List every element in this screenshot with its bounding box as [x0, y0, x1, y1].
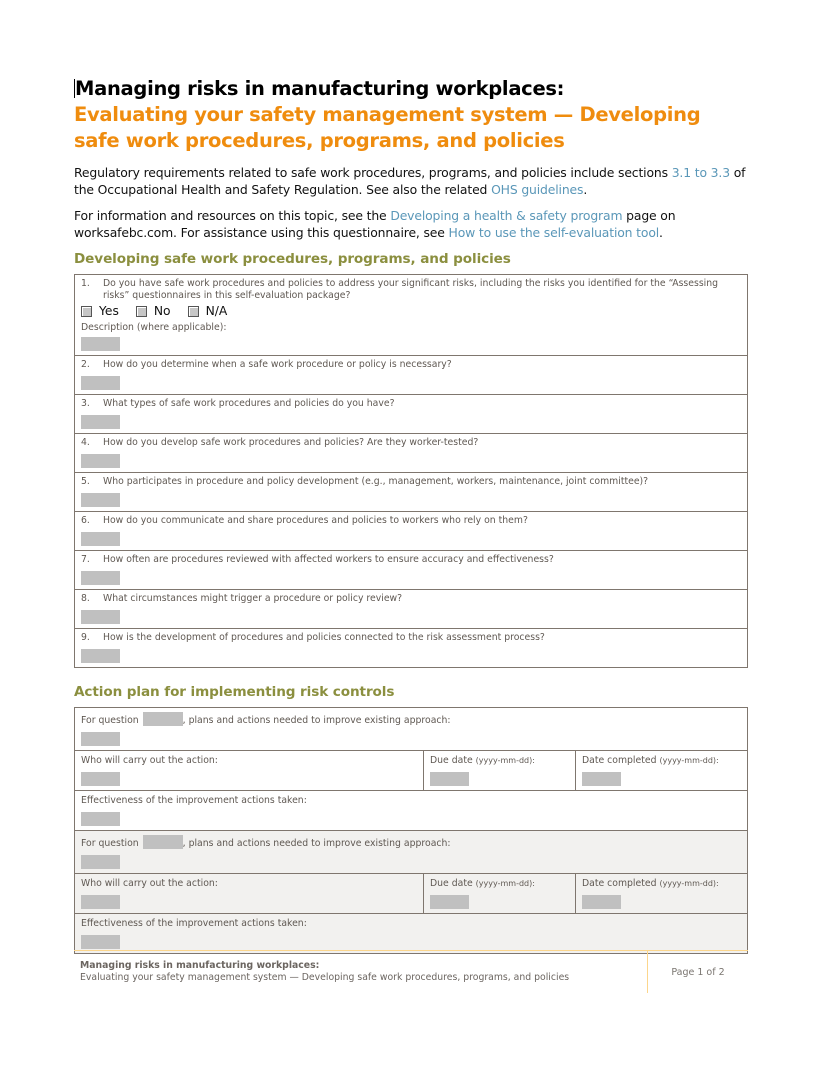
page-subtitle: Evaluating your safety management system — Developing safe work procedures, programs, and policies: [74, 103, 701, 152]
answer-field-3[interactable]: [81, 415, 120, 429]
question-row-4: 4. How do you develop safe work procedures and policies? Are they worker-tested?: [75, 433, 747, 472]
question-row-2: 2. How do you determine when a safe work procedure or policy is necessary?: [75, 355, 747, 394]
ohs-guidelines-link[interactable]: OHS guidelines: [491, 182, 584, 197]
page-footer: [74, 950, 748, 993]
page-number: Page 1 of 2: [647, 951, 748, 993]
answer-field-4[interactable]: [81, 454, 120, 468]
footer-title: Managing risks in manufacturing workplaces:: [80, 960, 320, 971]
answer-field-9[interactable]: [81, 649, 120, 663]
plans-actions-field[interactable]: [81, 732, 120, 746]
section-heading-procedures: Developing safe work procedures, programs, and policies: [74, 251, 511, 267]
intro-resources-paragraph: For information and resources on this topic, see the Developing a health & safety program page on worksafebc.com. For assistance using this questionnaire, see How to use the self-evaluation tool.: [74, 208, 676, 240]
no-checkbox[interactable]: [136, 306, 147, 317]
action-plan-table-1: For question , plans and actions needed to improve existing approach: Who will carry out the action: Due date (yyyy-mm-dd): Date completed (yyyy-mm-dd): Effectiveness of the improvement actions taken: For question , plans and actions needed to improve existing approach: Who will carry out the action: Due date (yyyy-mm-dd): Date completed (yyyy-mm-dd): Effectiveness of the improvement actions taken:: [74, 707, 748, 954]
na-checkbox[interactable]: [188, 306, 199, 317]
effectiveness-field-2[interactable]: [81, 935, 120, 949]
question-row-9: 9. How is the development of procedures and policies connected to the risk assessment process?: [75, 628, 747, 667]
health-safety-program-link[interactable]: Developing a health & safety program: [390, 208, 623, 223]
footer-subtitle: Evaluating your safety management system — Developing safe work procedures, programs, and policies: [80, 972, 570, 983]
due-date-field[interactable]: [430, 772, 469, 786]
self-evaluation-tool-link[interactable]: How to use the self-evaluation tool: [448, 225, 660, 240]
due-date-field-2[interactable]: [430, 895, 469, 909]
question-number-field-2[interactable]: [143, 835, 183, 849]
description-label: Description (where applicable):: [81, 322, 227, 333]
question-row-1: 1. Do you have safe work procedures and policies to address your significant risks, including the risks you identified for the “Assessing risks” questionnaires in this self-evaluation package? Yes No N/A Description (where applicable):: [75, 275, 747, 355]
answer-field-7[interactable]: [81, 571, 120, 585]
who-field-2[interactable]: [81, 895, 120, 909]
question-row-6: 6. How do you communicate and share procedures and policies to workers who rely on them?: [75, 511, 747, 550]
answer-field-6[interactable]: [81, 532, 120, 546]
question-row-8: 8. What circumstances might trigger a procedure or policy review?: [75, 589, 747, 628]
who-field[interactable]: [81, 772, 120, 786]
answer-options: Yes No N/A: [81, 304, 741, 319]
sections-link[interactable]: 3.1 to 3.3: [671, 165, 730, 180]
answer-field-8[interactable]: [81, 610, 120, 624]
section-heading-action-plan: Action plan for implementing risk controls: [74, 684, 395, 700]
page-title: Managing risks in manufacturing workplaces:: [75, 77, 565, 100]
document-page: [74, 76, 748, 954]
date-completed-field[interactable]: [582, 772, 621, 786]
answer-field-1[interactable]: [81, 337, 120, 351]
answer-field-5[interactable]: [81, 493, 120, 507]
question-row-3: 3. What types of safe work procedures and policies do you have?: [75, 394, 747, 433]
question-row-7: 7. How often are procedures reviewed with affected workers to ensure accuracy and effectiveness?: [75, 550, 747, 589]
answer-field-2[interactable]: [81, 376, 120, 390]
date-completed-field-2[interactable]: [582, 895, 621, 909]
plans-actions-field-2[interactable]: [81, 855, 120, 869]
question-number-field[interactable]: [143, 712, 183, 726]
intro-regulatory-paragraph: Regulatory requirements related to safe work procedures, programs, and policies include sections 3.1 to 3.3 of the Occupational Health and Safety Regulation. See also the related OHS guidelines.: [74, 165, 746, 197]
yes-checkbox[interactable]: [81, 306, 92, 317]
effectiveness-field[interactable]: [81, 812, 120, 826]
question-text: Do you have safe work procedures and policies to address your significant risks, including the risks you identified for the “Assessing risks” questionnaires in this self-evaluation package?: [103, 278, 719, 301]
questions-table: [74, 274, 748, 668]
question-row-5: 5. Who participates in procedure and policy development (e.g., management, workers, maintenance, joint committee)?: [75, 472, 747, 511]
